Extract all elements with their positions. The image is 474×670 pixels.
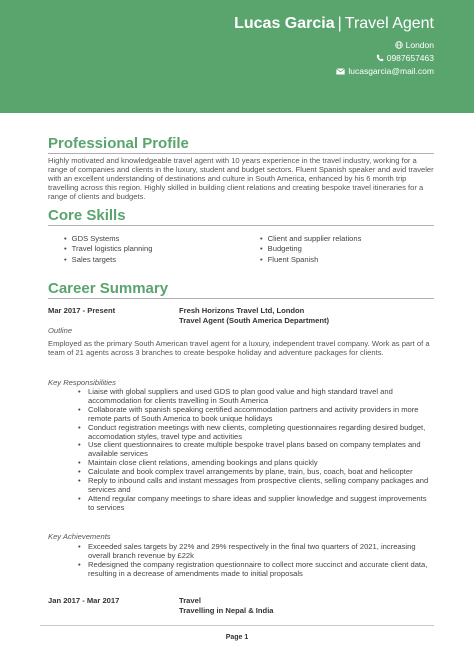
- list-item: • Redesigned the company registration questionnaire to collect more succinct and accurate client data, resulting in a decrease of amendments made to initial proposals: [78, 561, 434, 579]
- contact-email: [336, 66, 434, 76]
- candidate-name: Lucas Garcia: [234, 15, 335, 32]
- skill-item: • Sales targets: [64, 255, 152, 265]
- skill-item: • Client and supplier relations: [260, 234, 361, 244]
- email-text[interactable]: lucasgarcia@mail.com: [348, 66, 434, 76]
- responsibilities-list: [78, 388, 434, 513]
- skill-item: • Budgeting: [260, 244, 361, 254]
- list-item: • Calculate and book complex travel arrangements by plane, train, bus, coach, boat and helicopter: [78, 468, 434, 477]
- location-text: London: [405, 40, 434, 50]
- section-divider: [48, 298, 434, 299]
- list-item: • Attend regular company meetings to share ideas and supplier knowledge and suggest improvements to services: [78, 495, 434, 513]
- page-number: Page 1: [225, 634, 249, 641]
- section-title-skills: Core Skills: [48, 207, 126, 224]
- title-separator: |: [337, 15, 342, 32]
- skills-list-left: [64, 234, 152, 265]
- outline-label: Outline: [48, 326, 73, 335]
- list-item: • Exceeded sales targets by 22% and 29% respectively in the final two quarters of 2021, increasing overall branch revenue by £22k: [78, 543, 434, 561]
- list-item: • Maintain close client relations, amending bookings and plans quickly: [78, 459, 434, 468]
- contact-phone: [376, 53, 434, 63]
- email-icon: [336, 68, 345, 75]
- skill-item: • Travel logistics planning: [64, 244, 152, 254]
- list-item: • Liaise with global suppliers and used GDS to plan good value and high standard travel and accommodation for clients travelling in South America: [78, 388, 434, 406]
- achievements-list: [78, 543, 434, 579]
- skill-item: • GDS Systems: [64, 234, 152, 244]
- phone-text: 0987657463: [386, 53, 434, 63]
- job-outline: Employed as the primary South American travel agent for a luxury, independent travel company. Work as part of a team of 21 agents across 3 branches to create bespoke holiday and adventure packages for clients.: [48, 339, 430, 357]
- candidate-role: Travel Agent: [344, 15, 434, 32]
- job-dates: Mar 2017 - Present: [48, 306, 116, 315]
- list-item: • Conduct registration meetings with new clients, completing questionnaires regarding desired budget, accomodation styles, travel type and activities: [78, 424, 434, 442]
- responsibilities-label: Key Responsibilities: [48, 378, 116, 387]
- job-dates: Jan 2017 - Mar 2017: [48, 596, 120, 605]
- job-company: Fresh Horizons Travel Ltd, London: [179, 306, 305, 315]
- achievements-label: Key Achievements: [48, 532, 111, 541]
- list-item: • Collaborate with spanish speaking certified accommodation partners and activity providers in more remote parts of South America to book unique holidays: [78, 406, 434, 424]
- job-company: Travel: [179, 596, 201, 605]
- phone-icon: [376, 54, 384, 62]
- section-title-career: Career Summary: [48, 280, 169, 297]
- list-item: • Reply to inbound calls and instant messages from prospective clients, selling company packages and services and: [78, 477, 434, 495]
- skills-list-right: [260, 234, 361, 265]
- footer-divider: [40, 625, 434, 626]
- profile-summary: Highly motivated and knowledgeable travel agent with 10 years experience in the travel industry, working for a range of companies and clients in the luxury, student and budget sectors. Fluent Spanish speaker and avid traveler with an excellent understanding of destinations and culture in South America, enhanced by his 6 month trip travelling across this region. Highly skilled in building client relations and creating bespoke travel itineraries for a range of clients and budgets.: [48, 156, 434, 201]
- job-position: Travelling in Nepal & India: [179, 606, 274, 615]
- list-item: • Use client questionnaires to create multiple bespoke travel plans based on company templates and available services: [78, 441, 434, 459]
- section-divider: [48, 153, 434, 154]
- header-banner: [0, 0, 474, 113]
- globe-icon: [395, 41, 403, 49]
- job-position: Travel Agent (South America Department): [179, 316, 330, 325]
- section-divider: [48, 225, 434, 226]
- section-title-profile: Professional Profile: [48, 135, 189, 152]
- skill-item: • Fluent Spanish: [260, 255, 361, 265]
- header-title: [234, 15, 434, 33]
- contact-location: [395, 40, 434, 50]
